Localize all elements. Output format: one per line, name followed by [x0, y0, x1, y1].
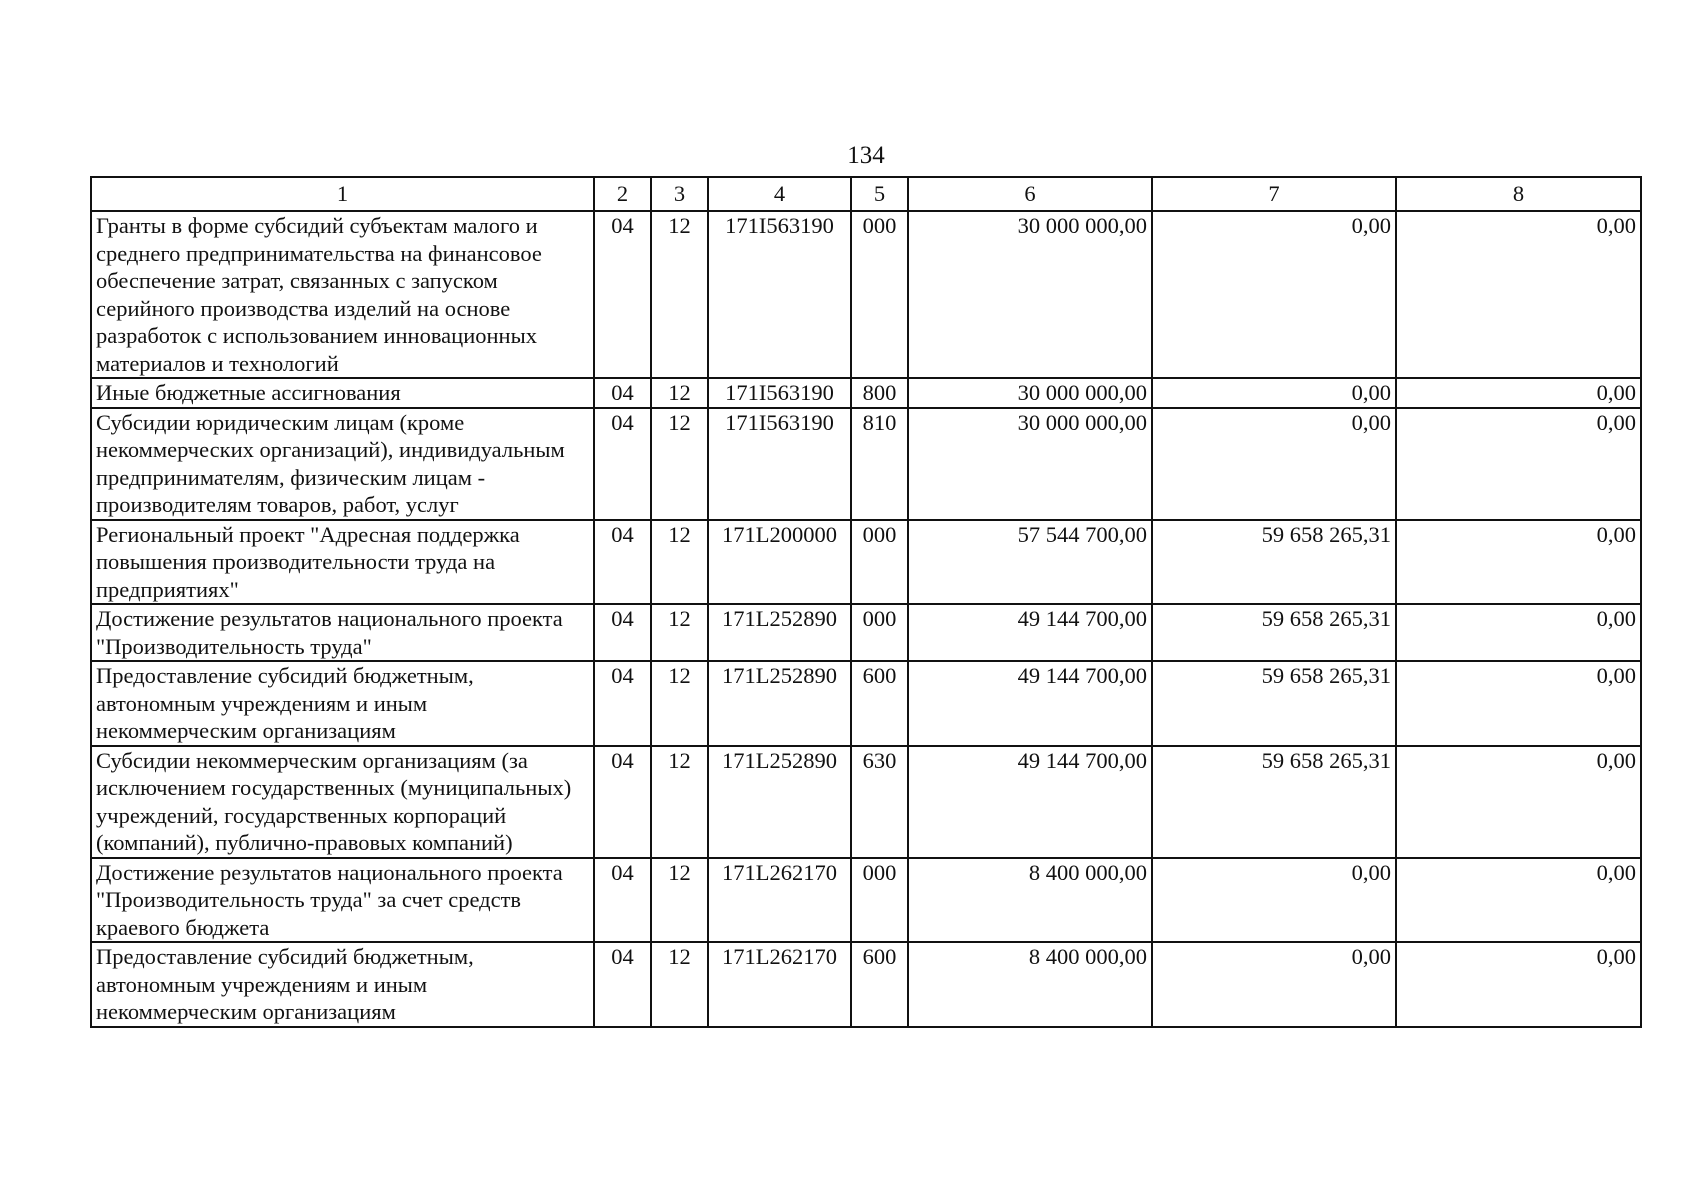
target-article-code: 171L252890 [708, 604, 851, 661]
expense-type-code: 000 [851, 858, 908, 943]
expense-type-code: 810 [851, 408, 908, 520]
column-header: 1 [91, 177, 594, 211]
target-article-code: 171I563190 [708, 378, 851, 408]
amount-col-8: 0,00 [1396, 604, 1641, 661]
page-number: 134 [847, 142, 885, 169]
subsection-code: 12 [651, 520, 708, 605]
subsection-code: 12 [651, 942, 708, 1027]
target-article-code: 171I563190 [708, 408, 851, 520]
table-row [91, 661, 1641, 746]
amount-col-8: 0,00 [1396, 211, 1641, 378]
row-name: Иные бюджетные ассигнования [91, 378, 594, 408]
budget-table [90, 176, 1642, 1028]
amount-col-8: 0,00 [1396, 408, 1641, 520]
amount-col-8: 0,00 [1396, 942, 1641, 1027]
section-code: 04 [594, 942, 651, 1027]
column-header: 6 [908, 177, 1152, 211]
row-name: Гранты в форме субсидий субъектам малого и среднего предпринимательства на финансовое обеспечение затрат, связанных с запуском серийного производства изделий на основе разработок с использованием инновационных материалов и технологий [91, 211, 594, 378]
table-row [91, 746, 1641, 858]
amount-col-7: 0,00 [1152, 211, 1396, 378]
amount-col-7: 0,00 [1152, 858, 1396, 943]
expense-type-code: 000 [851, 211, 908, 378]
amount-col-7: 0,00 [1152, 378, 1396, 408]
target-article-code: 171L262170 [708, 858, 851, 943]
row-name: Региональный проект "Адресная поддержка повышения производительности труда на предприятиях" [91, 520, 594, 605]
table-row [91, 942, 1641, 1027]
section-code: 04 [594, 661, 651, 746]
section-code: 04 [594, 211, 651, 378]
table-header-row [91, 177, 1641, 211]
column-header: 2 [594, 177, 651, 211]
amount-col-6: 49 144 700,00 [908, 746, 1152, 858]
amount-col-7: 59 658 265,31 [1152, 661, 1396, 746]
section-code: 04 [594, 520, 651, 605]
target-article-code: 171L262170 [708, 942, 851, 1027]
amount-col-8: 0,00 [1396, 746, 1641, 858]
amount-col-6: 49 144 700,00 [908, 661, 1152, 746]
column-header: 3 [651, 177, 708, 211]
subsection-code: 12 [651, 378, 708, 408]
table-row [91, 378, 1641, 408]
target-article-code: 171I563190 [708, 211, 851, 378]
amount-col-8: 0,00 [1396, 378, 1641, 408]
amount-col-6: 8 400 000,00 [908, 942, 1152, 1027]
amount-col-7: 59 658 265,31 [1152, 746, 1396, 858]
expense-type-code: 800 [851, 378, 908, 408]
amount-col-6: 57 544 700,00 [908, 520, 1152, 605]
expense-type-code: 600 [851, 942, 908, 1027]
amount-col-7: 59 658 265,31 [1152, 604, 1396, 661]
row-name: Субсидии некоммерческим организациям (за исключением государственных (муниципальных) учреждений, государственных корпораций (компаний), публично-правовых компаний) [91, 746, 594, 858]
target-article-code: 171L200000 [708, 520, 851, 605]
column-header: 5 [851, 177, 908, 211]
row-name: Достижение результатов национального проекта "Производительность труда" [91, 604, 594, 661]
amount-col-7: 0,00 [1152, 408, 1396, 520]
column-header: 8 [1396, 177, 1641, 211]
column-header: 7 [1152, 177, 1396, 211]
amount-col-8: 0,00 [1396, 520, 1641, 605]
amount-col-7: 0,00 [1152, 942, 1396, 1027]
amount-col-6: 8 400 000,00 [908, 858, 1152, 943]
subsection-code: 12 [651, 408, 708, 520]
target-article-code: 171L252890 [708, 746, 851, 858]
section-code: 04 [594, 746, 651, 858]
expense-type-code: 000 [851, 520, 908, 605]
amount-col-6: 30 000 000,00 [908, 408, 1152, 520]
row-name: Достижение результатов национального проекта "Производительность труда" за счет средств краевого бюджета [91, 858, 594, 943]
amount-col-7: 59 658 265,31 [1152, 520, 1396, 605]
expense-type-code: 600 [851, 661, 908, 746]
amount-col-6: 30 000 000,00 [908, 378, 1152, 408]
row-name: Субсидии юридическим лицам (кроме некоммерческих организаций), индивидуальным предпринимателям, физическим лицам - производителям товаров, работ, услуг [91, 408, 594, 520]
table-row [91, 211, 1641, 378]
section-code: 04 [594, 604, 651, 661]
table-row [91, 604, 1641, 661]
subsection-code: 12 [651, 604, 708, 661]
subsection-code: 12 [651, 211, 708, 378]
column-header: 4 [708, 177, 851, 211]
subsection-code: 12 [651, 858, 708, 943]
expense-type-code: 630 [851, 746, 908, 858]
section-code: 04 [594, 858, 651, 943]
amount-col-6: 49 144 700,00 [908, 604, 1152, 661]
table-row [91, 408, 1641, 520]
table-row [91, 858, 1641, 943]
section-code: 04 [594, 408, 651, 520]
subsection-code: 12 [651, 661, 708, 746]
table-row [91, 520, 1641, 605]
target-article-code: 171L252890 [708, 661, 851, 746]
amount-col-8: 0,00 [1396, 858, 1641, 943]
row-name: Предоставление субсидий бюджетным, автономным учреждениям и иным некоммерческим организациям [91, 942, 594, 1027]
amount-col-6: 30 000 000,00 [908, 211, 1152, 378]
subsection-code: 12 [651, 746, 708, 858]
amount-col-8: 0,00 [1396, 661, 1641, 746]
section-code: 04 [594, 378, 651, 408]
row-name: Предоставление субсидий бюджетным, автономным учреждениям и иным некоммерческим организациям [91, 661, 594, 746]
expense-type-code: 000 [851, 604, 908, 661]
